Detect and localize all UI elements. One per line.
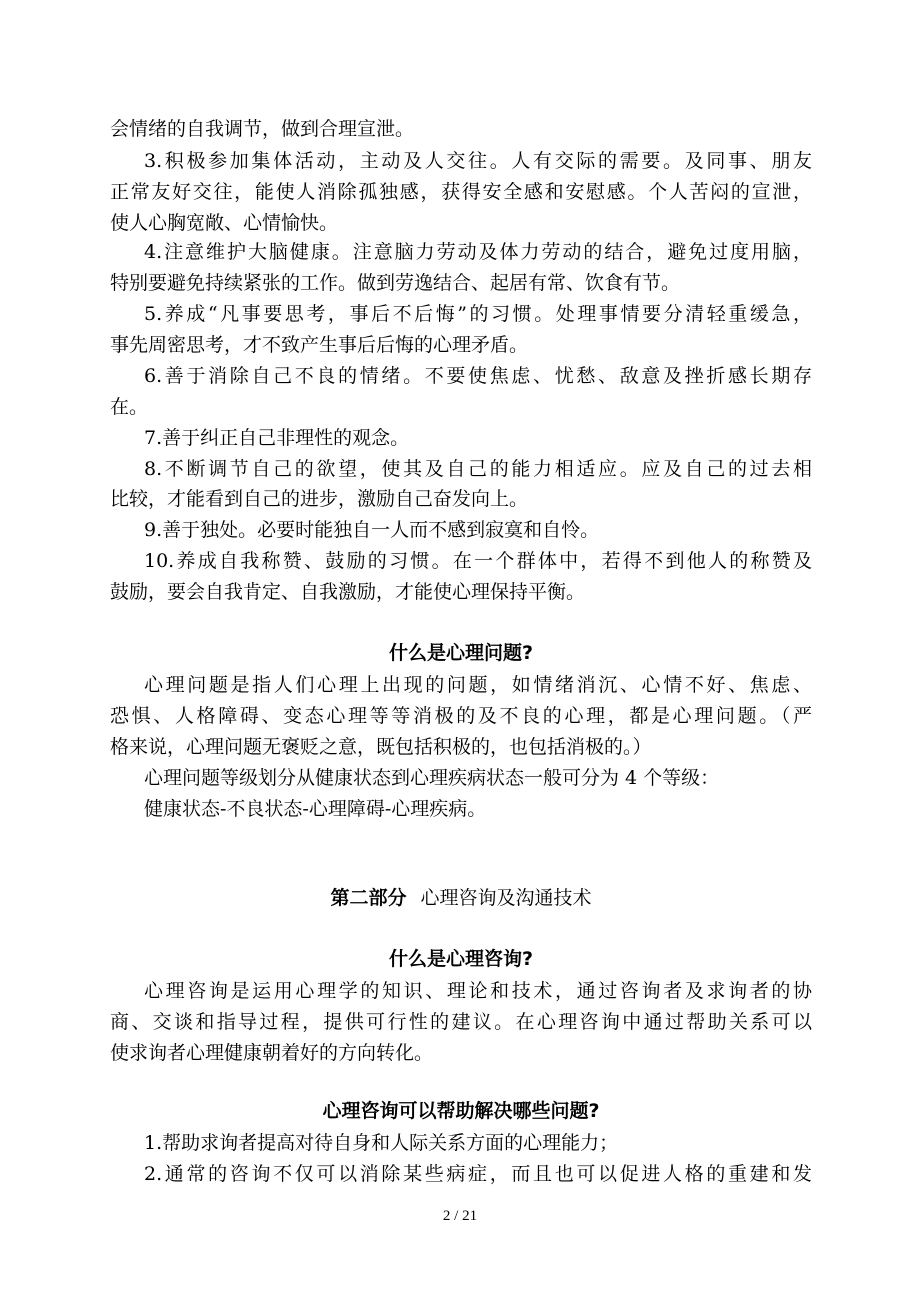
text-line: 恐惧、人格障碍、变态心理等等消极的及不良的心理，都是心理问题。（严	[110, 705, 812, 727]
text-line: 商、交谈和指导过程，提供可行性的建议。在心理咨询中通过帮助关系可以	[110, 1011, 812, 1033]
part-number: 第二部分	[330, 887, 407, 909]
text-line: 心理咨询是运用心理学的知识、理论和技术，通过咨询者及求询者的协	[144, 980, 812, 1002]
text-line: 4.注意维护大脑健康。注意脑力劳动及体力劳动的结合，避免过度用脑，	[144, 241, 812, 263]
text-line: 1.帮助求询者提高对待自身和人际关系方面的心理能力；	[144, 1132, 619, 1154]
part-title: 心理咨询及沟通技术	[420, 887, 592, 909]
text-line: 特别要避免持续紧张的工作。做到劳逸结合、起居有常、饮食有节。	[110, 272, 681, 294]
text-line: 正常友好交往，能使人消除孤独感，获得安全感和安慰感。个人苦闷的宣泄，	[110, 181, 812, 203]
text-line: 健康状态-不良状态-心理障碍-心理疾病。	[144, 798, 487, 820]
text-line: 9.善于独处。必要时能独自一人而不感到寂寞和自怜。	[144, 519, 600, 541]
text-line: 心理问题是指人们心理上出现的问题，如情绪消沉、心情不好、焦虑、	[144, 674, 812, 696]
text-line: 7.善于纠正自己非理性的观念。	[144, 427, 410, 449]
text-line: 事先周密思考，才不致产生事后后悔的心理矛盾。	[110, 334, 529, 356]
text-line: 10.养成自我称赞、鼓励的习惯。在一个群体中，若得不到他人的称赞及	[144, 550, 812, 572]
text-line: 在。	[110, 396, 149, 418]
text-line: 2.通常的咨询不仅可以消除某些病症，而且也可以促进人格的重建和发	[144, 1163, 812, 1185]
text-line: 心理问题等级划分从健康状态到心理疾病状态一般可分为 4 个等级：	[144, 767, 720, 789]
text-line: 5.养成“凡事要思考，事后不后悔”的习惯。处理事情要分清轻重缓急，	[144, 303, 812, 325]
text-line: 6.善于消除自己不良的情绪。不要使焦虑、忧愁、敌意及挫折感长期存	[144, 365, 812, 387]
page-number: 2 / 21	[442, 1208, 478, 1224]
text-line: 使人心胸宽敞、心情愉快。	[110, 212, 339, 234]
text-line: 鼓励，要会自我肯定、自我激励，才能使心理保持平衡。	[110, 581, 586, 603]
section-heading: 什么是心理问题?	[388, 642, 534, 664]
part-heading	[110, 886, 812, 910]
text-line: 使求询者心理健康朝着好的方向转化。	[110, 1042, 434, 1064]
section-heading: 什么是心理咨询?	[388, 948, 534, 970]
text-line: 8.不断调节自己的欲望，使其及自己的能力相适应。应及自己的过去相	[144, 458, 812, 480]
text-line: 格来说，心理问题无褒贬之意，既包括积极的，也包括消极的。）	[110, 736, 652, 758]
text-line: 3.积极参加集体活动，主动及人交往。人有交际的需要。及同事、朋友	[144, 150, 812, 172]
section-heading: 心理咨询可以帮助解决哪些问题?	[322, 1100, 600, 1122]
text-line: 比较，才能看到自己的进步，激励自己奋发向上。	[110, 488, 529, 510]
text-line: 会情绪的自我调节，做到合理宣泄。	[110, 118, 415, 140]
